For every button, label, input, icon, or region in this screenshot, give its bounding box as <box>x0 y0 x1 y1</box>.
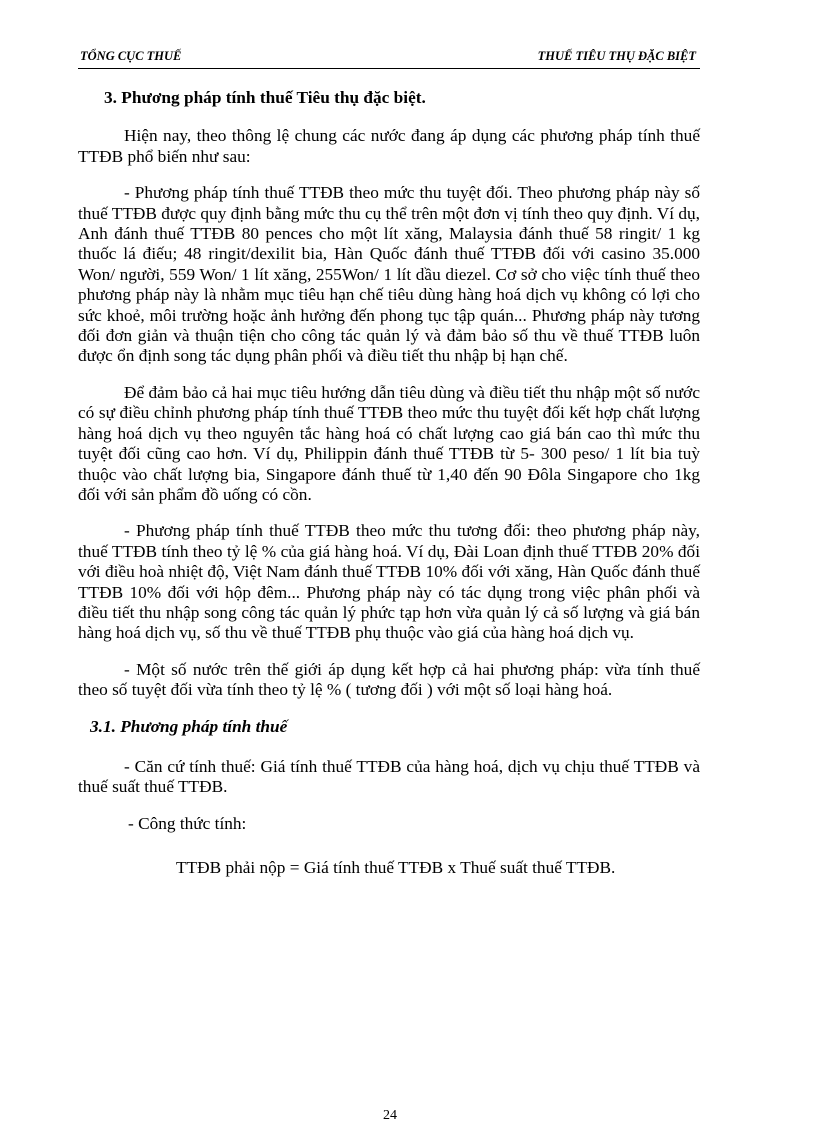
document-body <box>78 88 700 879</box>
header-right: THUẾ TIÊU THỤ ĐẶC BIỆT <box>537 49 696 63</box>
page-header <box>78 46 700 69</box>
paragraph-tax-basis: - Căn cứ tính thuế: Giá tính thuế TTĐB của hàng hoá, dịch vụ chịu thuế TTĐB và thuế suất thuế TTĐB. <box>78 756 700 797</box>
paragraph-relative-method: - Phương pháp tính thuế TTĐB theo mức thu tương đối: theo phương pháp này, thuế TTĐB tính theo tỷ lệ % của giá hàng hoá. Ví dụ, Đài Loan định thuế TTĐB 20% đối với điều hoà nhiệt độ, Việt Nam đánh thuế TTĐB 10% đối với xăng, Hàn Quốc đánh thuế TTĐB 10% đối với hộp đêm... Phương pháp này có tác dụng trong việc phân phối và điều tiết thu nhập song công tác quản lý phức tạp hơn vừa quản lý cả số lượng và giá bán hàng hoá dịch vụ, số thu về thuế TTĐB phụ thuộc vào giá của hàng hoá dịch vụ. <box>78 521 700 643</box>
formula-label: - Công thức tính: <box>128 813 247 833</box>
paragraph-combined-method: - Một số nước trên thế giới áp dụng kết hợp cả hai phương pháp: vừa tính thuế theo số tuyệt đối vừa tính theo tỷ lệ % ( tương đối ) với một số loại hàng hoá. <box>78 659 700 700</box>
section-title: 3. Phương pháp tính thuế Tiêu thụ đặc biệt. <box>104 88 426 107</box>
page-number: 24 <box>383 1108 397 1123</box>
paragraph-absolute-method: - Phương pháp tính thuế TTĐB theo mức thu tuyệt đối. Theo phương pháp này số thuế TTĐB được quy định bằng mức thu cụ thể trên một đơn vị tính theo quy định. Ví dụ, Anh đánh thuế TTĐB 80 pences cho một lít xăng, Malaysia đánh thuế 58 ringit/ 1 kg thuốc lá điếu; 48 ringit/dexilit bia, Hàn Quốc đánh thuế TTĐB đối với casino 35.000 Won/ người, 559 Won/ 1 lít xăng, 255Won/ 1 lít dầu diezel. Cơ sở cho việc tính thuế theo phương pháp này là nhằm mục tiêu hạn chế tiêu dùng hàng hoá dịch vụ không có lợi cho sức khoẻ, môi trường hoặc ảnh hưởng đến phong tục tập quán... Phương pháp này tương đối đơn giản và thuận tiện cho công tác quản lý và đảm bảo số thu về thuế TTĐB luôn được ổn định song tác dụng phân phối và điều tiết thu nhập bị hạn chế. <box>78 183 700 366</box>
paragraph-adjusted-method: Để đảm bảo cả hai mục tiêu hướng dẫn tiêu dùng và điều tiết thu nhập một số nước có sự điều chỉnh phương pháp tính thuế TTĐB theo mức thu tuyệt đối kết hợp chất lượng hàng hoá dịch vụ theo nguyên tắc hàng hoá có chất lượng cao giá bán cao thì mức thu tuyệt đối cũng cao hơn. Ví dụ, Philippin đánh thuế TTĐB từ 5- 300 peso/ 1 lít bia tuỳ thuộc vào chất lượng bia, Singapore đánh thuế từ 1,40 đến 90 Đôla Singapore cho 1kg đối với sản phẩm đồ uống có cồn. <box>78 382 700 504</box>
tax-formula: TTĐB phải nộp = Giá tính thuế TTĐB x Thuế suất thuế TTĐB. <box>176 858 616 878</box>
header-left: TỔNG CỤC THUẾ <box>80 49 182 63</box>
subsection-title: 3.1. Phương pháp tính thuế <box>90 716 288 736</box>
paragraph-intro: Hiện nay, theo thông lệ chung các nước đang áp dụng các phương pháp tính thuế TTĐB phổ biến như sau: <box>78 126 700 166</box>
